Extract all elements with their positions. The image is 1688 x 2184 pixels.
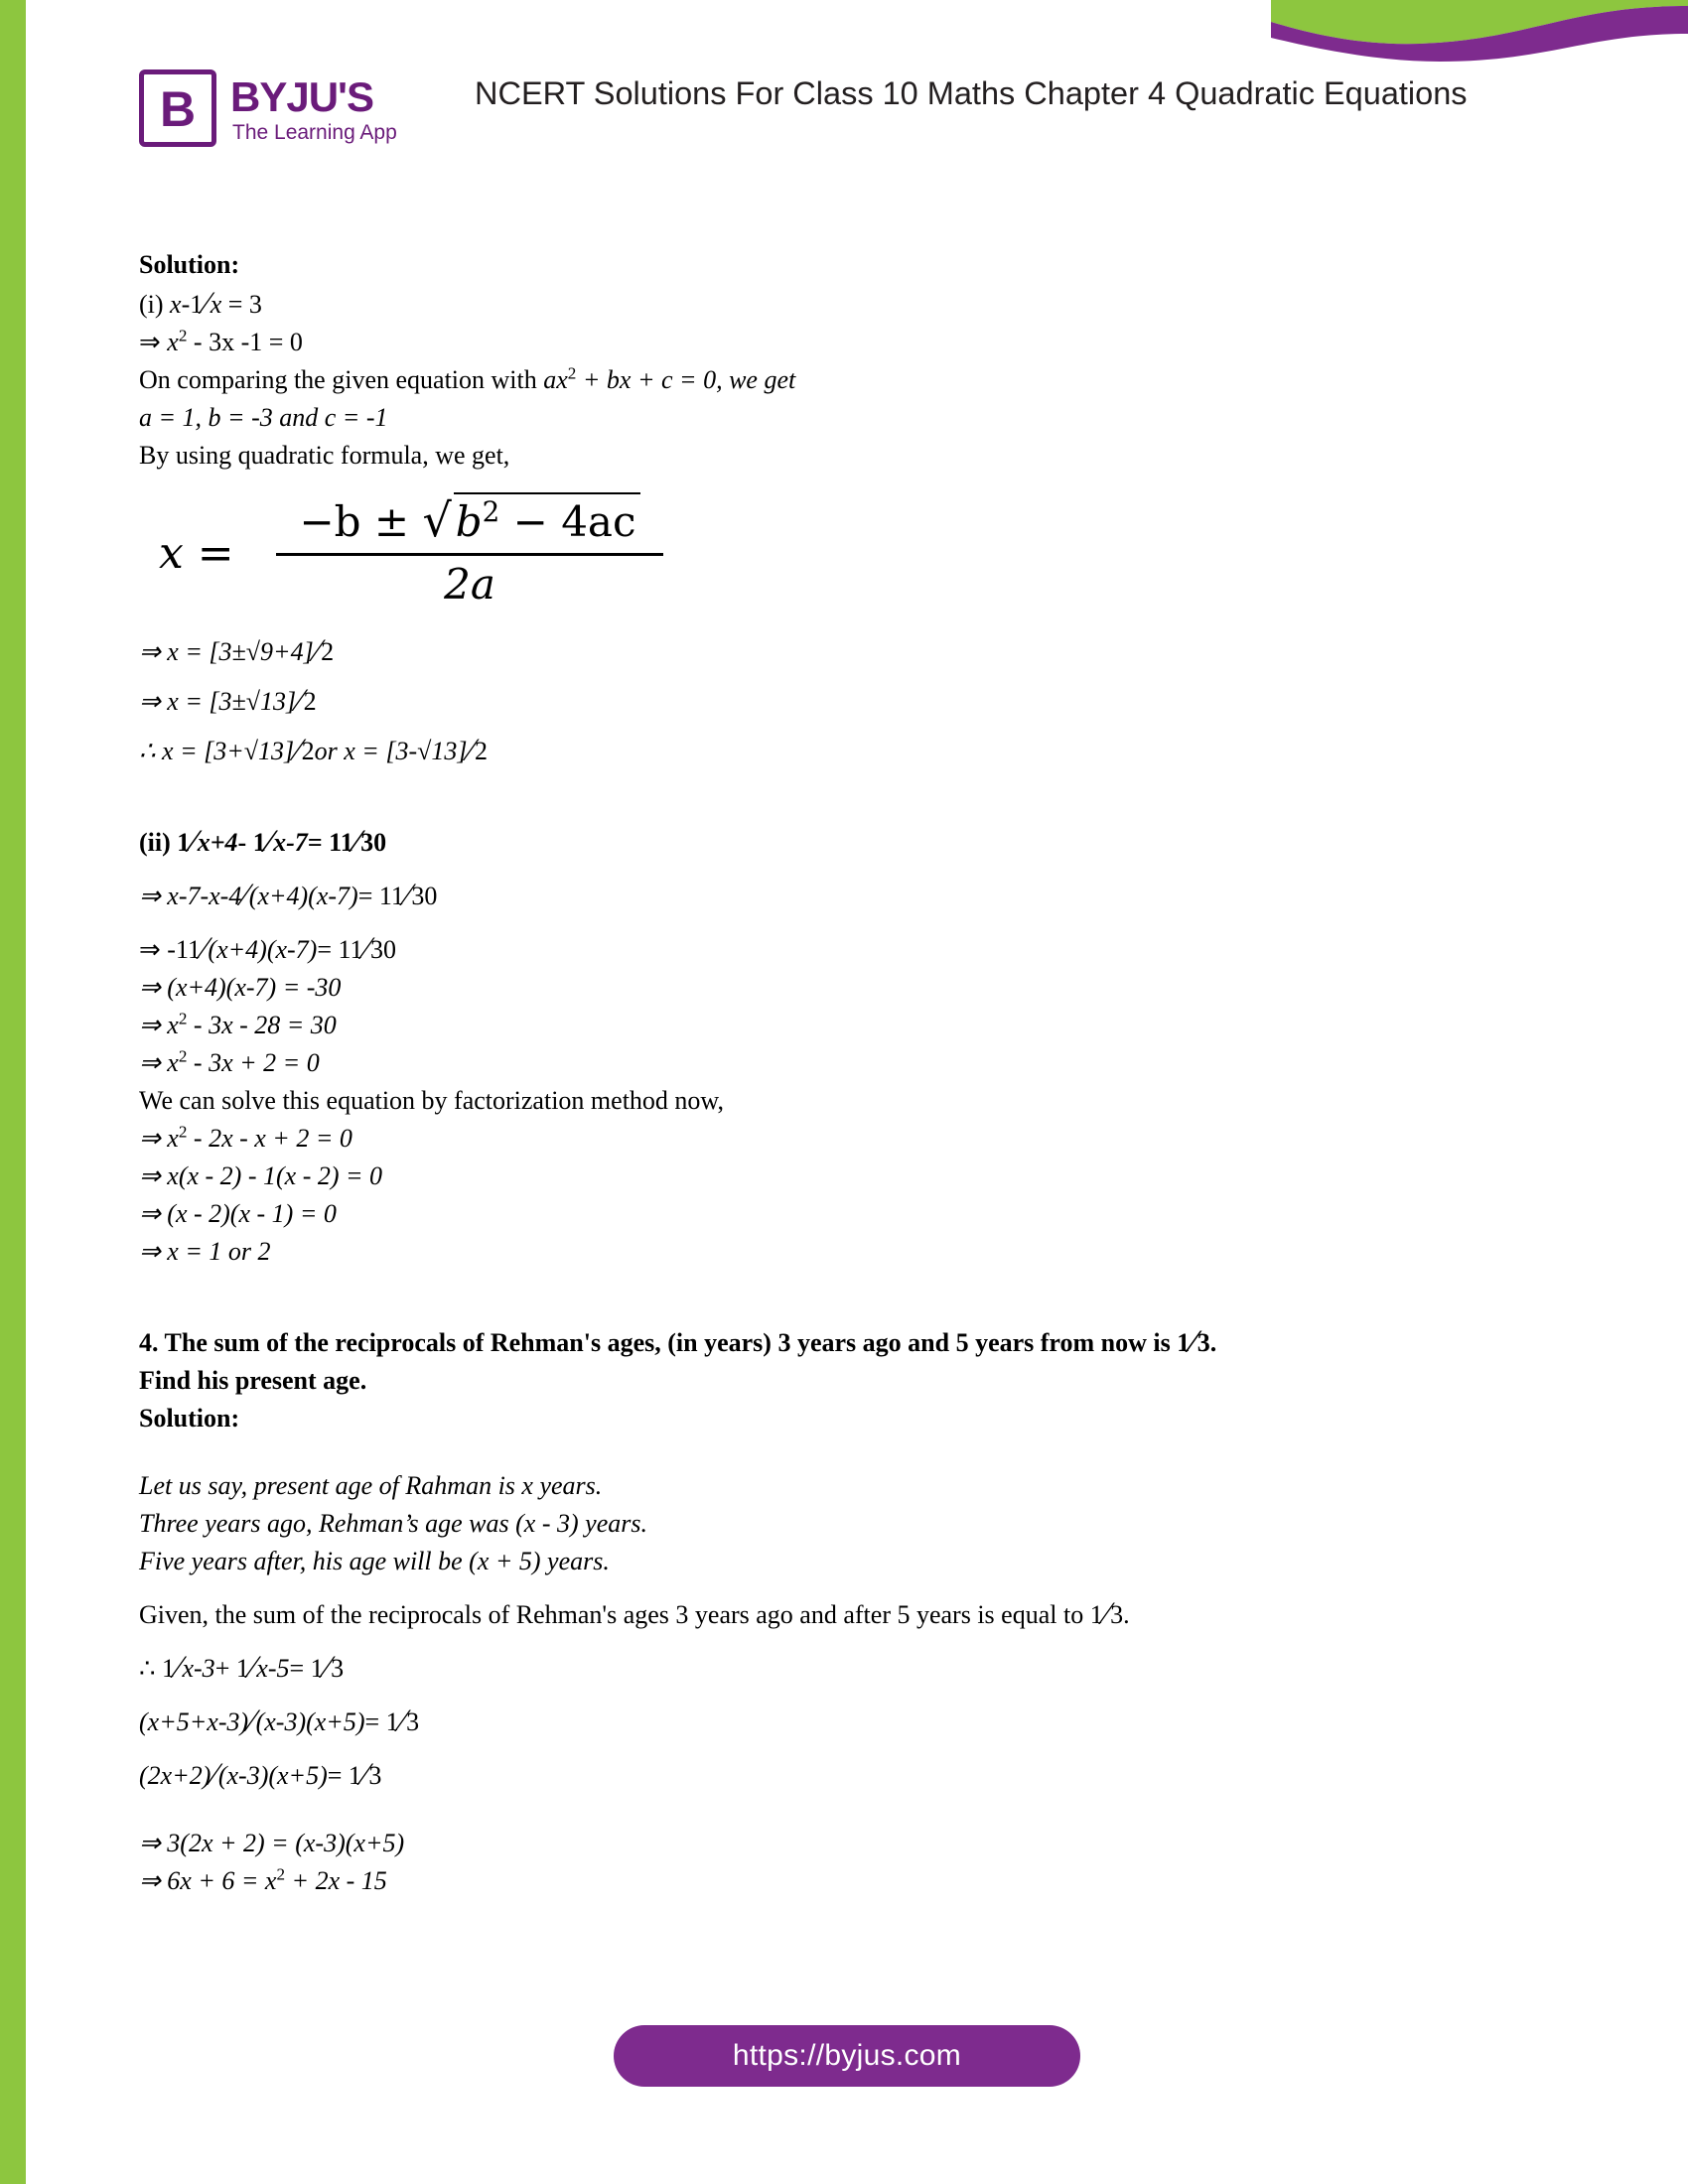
q4-l5d3: 3 bbox=[331, 1654, 345, 1683]
spacer bbox=[139, 1437, 1549, 1467]
logo-tagline: The Learning App bbox=[232, 121, 397, 144]
frac-bar: ⁄ bbox=[1103, 1596, 1110, 1632]
frac-bar: ⁄ bbox=[295, 733, 301, 768]
q4-l7-frac-2 bbox=[328, 1755, 382, 1795]
question-4-solution-label: Solution: bbox=[139, 1404, 240, 1433]
q4-l4-den: 3. bbox=[1110, 1600, 1130, 1629]
frac-bar: ⁄ bbox=[297, 683, 303, 719]
fraction-1-over-x bbox=[182, 284, 222, 324]
frac-bar: ⁄ bbox=[201, 931, 208, 967]
frac-bar: ⁄ bbox=[191, 824, 197, 860]
q4-sol-line-4 bbox=[139, 1594, 1549, 1634]
part-ii-step-7: ⇒ $x^2 - 2x - x + 2 = 0$ bbox=[139, 1122, 352, 1153]
part-ii-frac-1 bbox=[139, 822, 238, 862]
part-i-result-2 bbox=[139, 681, 1549, 721]
formula-lhs: x = bbox=[159, 528, 234, 579]
footer-url-pill[interactable]: https://byjus.com bbox=[614, 2025, 1080, 2087]
q4-l5-frac-2 bbox=[215, 1648, 290, 1688]
q4-l7-frac-1 bbox=[139, 1755, 328, 1795]
step1-den: (x+4)(x-7) bbox=[248, 882, 358, 910]
part-i-l4: a = 1, b = -3 and c = -1 bbox=[139, 403, 388, 432]
frac-den: x bbox=[210, 290, 222, 319]
result-2-fraction bbox=[139, 681, 317, 721]
frac-bar: ⁄ bbox=[249, 1704, 255, 1739]
formula-fraction bbox=[276, 492, 663, 609]
part-ii-d1: x+4 bbox=[197, 828, 238, 857]
q4-l5-frac-1 bbox=[139, 1648, 215, 1688]
spacer bbox=[139, 1580, 1549, 1594]
page-header bbox=[139, 58, 1609, 167]
step5-rest: - 3x + 2 = 0 bbox=[187, 1048, 320, 1077]
result-2-num: ⇒ x = [3±√13] bbox=[139, 687, 297, 716]
frac-bar: ⁄ bbox=[353, 824, 360, 860]
part-ii-prefix: (ii) 1 bbox=[139, 828, 191, 857]
result-3-fraction-a bbox=[139, 731, 315, 770]
frac-bar: ⁄ bbox=[314, 633, 321, 669]
frac-bar: ⁄ bbox=[324, 1650, 331, 1686]
part-i-line-1 bbox=[139, 284, 1549, 324]
q4-sol-line-8 bbox=[139, 1825, 1549, 1862]
frac-bar: ⁄ bbox=[204, 286, 210, 322]
q4-l2: Three years ago, Rehman’s age was (x - 3) years. bbox=[139, 1509, 647, 1538]
formula-numerator: $-b \pm √b^2 - 4ac$ bbox=[276, 492, 663, 553]
frac-num: -1 bbox=[181, 290, 204, 319]
frac-bar: ⁄ bbox=[468, 733, 474, 768]
result-1-den: 2 bbox=[321, 637, 335, 666]
step7-lead: ⇒ x bbox=[139, 1124, 179, 1153]
part-ii-step-6: We can solve this equation by factorization method now, bbox=[139, 1086, 724, 1115]
page-title: NCERT Solutions For Class 10 Maths Chapter 4 Quadratic Equations bbox=[475, 75, 1468, 111]
q4-l5c: = 1 bbox=[289, 1654, 324, 1683]
q4-l5b: + 1 bbox=[214, 1654, 249, 1683]
q4-l6d1: (x-3)(x+5) bbox=[255, 1707, 365, 1736]
part-i-l3c: + bx + c = 0, we get bbox=[576, 365, 796, 394]
step1-eq: = 11 bbox=[357, 882, 404, 910]
q4-l7a: (2x+2) bbox=[139, 1761, 211, 1790]
spacer bbox=[139, 1795, 1549, 1825]
part-i-result-3 bbox=[139, 731, 1549, 770]
result-2-den: 2 bbox=[303, 687, 317, 716]
step9-text: ⇒ (x - 2)(x - 1) = 0 bbox=[139, 1199, 337, 1228]
formula-num-lead: −b ± bbox=[299, 497, 410, 546]
part-ii-frac-2 bbox=[238, 822, 308, 862]
q4-l7b: = 1 bbox=[327, 1761, 361, 1790]
q4-l7d2: 3 bbox=[368, 1761, 382, 1790]
part-i-result-1 bbox=[139, 631, 1549, 671]
part-ii-step-9 bbox=[139, 1195, 1549, 1233]
part-i-line-5: By using quadratic formula, we get, bbox=[139, 441, 510, 470]
frac-bar: ⁄ bbox=[211, 1757, 217, 1793]
step2-eq: = 11 bbox=[317, 935, 363, 964]
part-i-var: x bbox=[170, 290, 182, 319]
frac-bar: ⁄ bbox=[266, 824, 273, 860]
frac-bar: ⁄ bbox=[404, 878, 411, 913]
result-1-num: ⇒ x = [3±√9+4] bbox=[139, 637, 314, 666]
frac-bar: ⁄ bbox=[249, 1650, 256, 1686]
q4-sol-line-9: ⇒ $6x + 6 = x^2 + 2x - 15$ bbox=[139, 1864, 387, 1895]
q4-sol-line-3 bbox=[139, 1543, 1549, 1580]
result-1-fraction bbox=[139, 631, 334, 671]
part-ii-step-3 bbox=[139, 969, 1549, 1007]
formula-radicand-rest: − 4ac bbox=[499, 497, 636, 546]
step3-text: ⇒ (x+4)(x-7) = -30 bbox=[139, 973, 342, 1002]
q4-l6b: = 1 bbox=[364, 1707, 399, 1736]
step1-num: ⇒ x-7-x-4 bbox=[139, 882, 242, 910]
q4-line1-text: 4. The sum of the reciprocals of Rehman's ages, (in years) 3 years ago and 5 years from now is 1 bbox=[139, 1328, 1191, 1357]
step7-rest: - 2x - x + 2 = 0 bbox=[187, 1124, 352, 1153]
part-i-line-4 bbox=[139, 399, 1549, 437]
q4-l1: Let us say, present age of Rahman is x years. bbox=[139, 1471, 603, 1500]
step1-frac-1 bbox=[139, 876, 358, 915]
step2-frac-1 bbox=[139, 929, 317, 969]
part-ii-step-2 bbox=[139, 929, 1549, 969]
q4-l7d1: (x-3)(x+5) bbox=[217, 1761, 328, 1790]
q4-sol-line-6 bbox=[139, 1702, 1549, 1741]
q4-l6a: (x+5+x-3) bbox=[139, 1707, 249, 1736]
frac-bar: ⁄ bbox=[242, 878, 248, 913]
q4-l9b: + 2x - 15 bbox=[285, 1866, 387, 1895]
q4-l5d2: x-5 bbox=[256, 1654, 290, 1683]
step2-den2: 30 bbox=[369, 935, 396, 964]
q4-sol-line-7 bbox=[139, 1755, 1549, 1795]
q4-sol-line-1 bbox=[139, 1467, 1549, 1505]
q4-l3: Five years after, his age will be (x + 5) years. bbox=[139, 1547, 610, 1575]
quadratic-formula bbox=[149, 492, 1549, 612]
q4-sol-line-5 bbox=[139, 1648, 1549, 1688]
result-3a-den: 2 bbox=[301, 737, 315, 765]
question-4-line-1 bbox=[139, 1322, 1549, 1362]
part-i-l3a: On comparing the given equation with bbox=[139, 365, 544, 394]
step1-den2: 30 bbox=[411, 882, 438, 910]
left-green-bar bbox=[0, 0, 26, 2184]
formula-denominator: 2a bbox=[444, 560, 495, 609]
step8-text: ⇒ x(x - 2) - 1(x - 2) = 0 bbox=[139, 1161, 383, 1190]
part-ii-step-8 bbox=[139, 1158, 1549, 1195]
part-ii-frac-3 bbox=[308, 822, 386, 862]
result-3b-num: or x = [3-√13] bbox=[314, 737, 468, 765]
q4-l4-frac bbox=[139, 1594, 1130, 1634]
result-3b-den: 2 bbox=[474, 737, 488, 765]
spacer bbox=[139, 1271, 1549, 1322]
step2-num: ⇒ -11 bbox=[139, 935, 201, 964]
frac-bar: ⁄ bbox=[1191, 1324, 1196, 1360]
part-i-eq: = 3 bbox=[221, 290, 262, 319]
formula-radicand: $b^2 - 4ac$ bbox=[454, 492, 640, 546]
step10-text: ⇒ x = 1 or 2 bbox=[139, 1237, 271, 1266]
frac-bar: ⁄ bbox=[399, 1704, 406, 1739]
q4-frac bbox=[139, 1322, 1216, 1362]
step4-lead: ⇒ x bbox=[139, 1011, 179, 1039]
q4-l5d1: x-3 bbox=[182, 1654, 215, 1683]
part-i-l2-var: x bbox=[167, 328, 179, 356]
byjus-logo bbox=[139, 69, 437, 159]
spacer bbox=[139, 770, 1549, 822]
document-body bbox=[139, 246, 1549, 1900]
frac-bar: ⁄ bbox=[361, 1757, 368, 1793]
part-i-l3b: ax bbox=[543, 365, 568, 394]
step1-frac-2 bbox=[358, 876, 438, 915]
part-i-line-2: ⇒ $x^2 - 3x$ -1 = 0 bbox=[139, 326, 303, 356]
q4-l8: ⇒ 3(2x + 2) = (x-3)(x+5) bbox=[139, 1829, 405, 1857]
result-3-fraction-b bbox=[315, 731, 488, 770]
frac-bar: ⁄ bbox=[176, 1650, 182, 1686]
q4-l5a: ∴ 1 bbox=[139, 1654, 176, 1683]
part-ii-step-10 bbox=[139, 1233, 1549, 1271]
part-ii-d3: 30 bbox=[360, 828, 387, 857]
q4-l9a: ⇒ 6x + 6 = x bbox=[139, 1866, 277, 1895]
part-i-line-3: On comparing the given equation with $ax^2$ + bx + c = 0, we get bbox=[139, 363, 796, 394]
part-ii-step-5: ⇒ $x^2 - 3x + 2 = 0$ bbox=[139, 1046, 320, 1077]
step5-lead: ⇒ x bbox=[139, 1048, 179, 1077]
part-ii-step-4: ⇒ $x^2 - 3x - 28 = 30$ bbox=[139, 1009, 337, 1039]
q4-l6d2: 3 bbox=[406, 1707, 420, 1736]
result-3a-num: ∴ x = [3+√13] bbox=[139, 737, 295, 765]
logo-letter: B bbox=[159, 81, 197, 137]
step2-frac-2 bbox=[317, 929, 396, 969]
q4-sol-line-2 bbox=[139, 1505, 1549, 1543]
q4-line1-den: 3. bbox=[1196, 1328, 1217, 1357]
part-ii-d2: x-7 bbox=[273, 828, 308, 857]
part-i-l2-rest: - 3x -1 = 0 bbox=[187, 328, 303, 356]
step4-rest: - 3x - 28 = 30 bbox=[187, 1011, 337, 1039]
part-ii-heading bbox=[139, 822, 1549, 862]
part-ii-step-1 bbox=[139, 876, 1549, 915]
step2-den: (x+4)(x-7) bbox=[208, 935, 318, 964]
q4-l6-frac-1 bbox=[139, 1702, 365, 1741]
q4-l4-text: Given, the sum of the reciprocals of Rehman's ages 3 years ago and after 5 years is equal to 1 bbox=[139, 1600, 1103, 1629]
formula-radicand-b: b bbox=[455, 497, 483, 546]
part-i-label: (i) bbox=[139, 290, 171, 319]
solution-heading: Solution: bbox=[139, 250, 240, 279]
q4-l5-frac-3 bbox=[290, 1648, 345, 1688]
logo-wordmark: BYJU'S bbox=[230, 73, 374, 120]
part-ii-mid: - 1 bbox=[237, 828, 266, 857]
question-4-line-2: Find his present age. bbox=[139, 1366, 367, 1395]
logo-mark-icon bbox=[139, 69, 216, 147]
q4-l6-frac-2 bbox=[365, 1702, 420, 1741]
frac-bar: ⁄ bbox=[363, 931, 369, 967]
part-ii-eq: = 11 bbox=[307, 828, 353, 857]
